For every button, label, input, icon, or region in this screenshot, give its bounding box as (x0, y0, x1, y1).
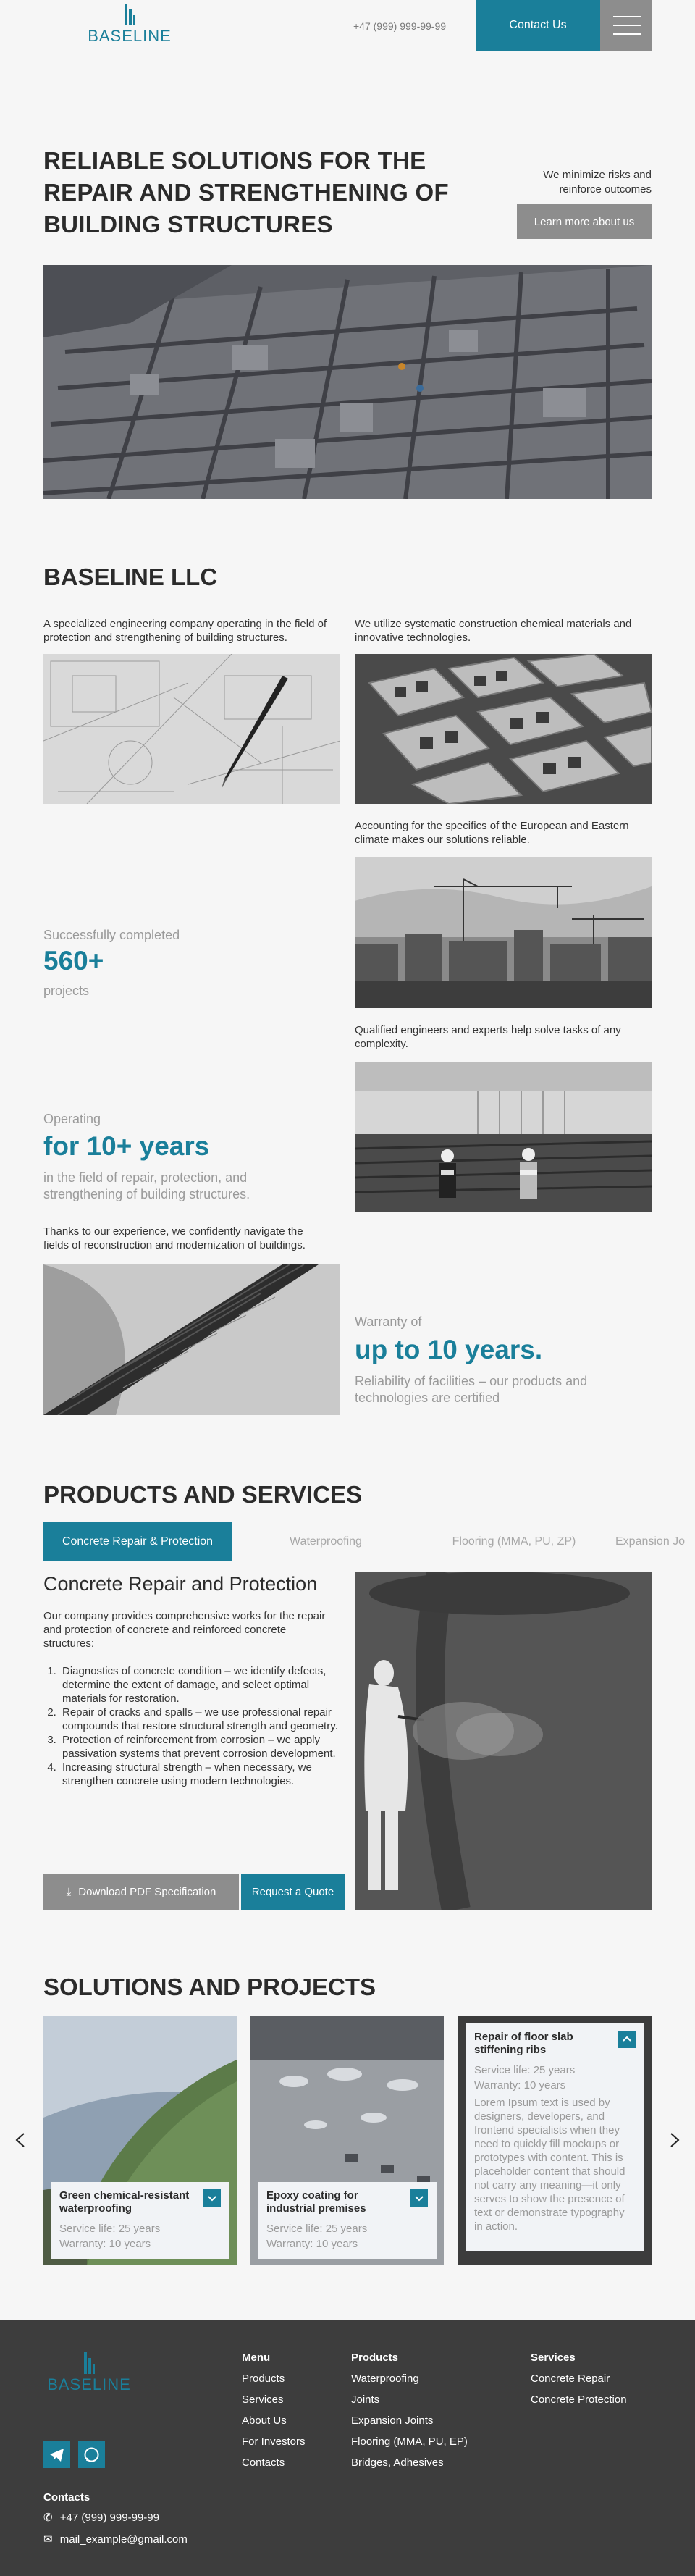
hero-title-line: REPAIR AND STRENGTHENING OF (43, 179, 449, 206)
hero-title-line: BUILDING STRUCTURES (43, 211, 333, 238)
hero-note-line: We minimize risks and (543, 169, 652, 181)
text-line: We utilize systematic construction chemical materials and (355, 618, 632, 630)
footer-email[interactable] (43, 2533, 188, 2546)
tab-waterproofing[interactable]: Waterproofing (290, 1535, 362, 1548)
footer-logo-text: BASELINE (47, 2375, 131, 2394)
mail-icon: ✉ (43, 2533, 53, 2546)
footer-products-heading: Products (351, 2351, 399, 2364)
footer-service-repair[interactable]: Concrete Repair (531, 2372, 610, 2385)
hero-title (43, 145, 449, 240)
company-title: BASELINE LLC (43, 563, 218, 590)
engineers-photo (355, 1062, 652, 1212)
project-card-info (258, 2182, 437, 2259)
footer-service-protection[interactable]: Concrete Protection (531, 2394, 627, 2406)
download-pdf-label: Download PDF Specification (78, 1885, 216, 1898)
product-feature-list (43, 1664, 345, 1788)
chevron-up-icon[interactable] (618, 2031, 636, 2048)
hero-title-line: RELIABLE SOLUTIONS FOR THE (43, 147, 426, 174)
text-line: technologies are certified (355, 1390, 500, 1405)
text-line: climate makes our solutions reliable. (355, 834, 530, 846)
text-line: Our company provides comprehensive works for the repair (43, 1610, 326, 1622)
tab-concrete-repair[interactable]: Concrete Repair & Protection (43, 1522, 232, 1561)
footer-email-text: mail_example@gmail.com (59, 2533, 188, 2546)
tab-expansion-joints[interactable]: Expansion Jo (615, 1535, 686, 1548)
logo-mark-icon (84, 2352, 94, 2374)
project-card-expanded[interactable] (458, 2016, 652, 2265)
text-line: Qualified engineers and experts help solve tasks of any (355, 1024, 621, 1036)
concrete-blocks-photo (355, 654, 652, 804)
text-line: protection and strengthening of building structures. (43, 632, 287, 644)
footer-menu-products[interactable]: Products (242, 2372, 285, 2385)
list-item: 2. Repair of cracks and spalls – we use professional repair compounds that restore structural strength and geometry. (59, 1706, 345, 1733)
stat-warranty-label: Warranty of (355, 1314, 422, 1329)
whatsapp-icon[interactable] (78, 2441, 105, 2468)
list-item: 3. Protection of reinforcement from corrosion – we apply passivation systems that prevent corrosion development. (59, 1733, 345, 1761)
footer-menu-contacts[interactable]: Contacts (242, 2457, 285, 2469)
solutions-title: SOLUTIONS AND PROJECTS (43, 1973, 376, 2000)
text-line: Accounting for the specifics of the European and Eastern (355, 820, 629, 832)
chevron-down-icon[interactable] (203, 2189, 221, 2207)
logo[interactable] (84, 4, 175, 46)
stat-operating-value: for 10+ years (43, 1131, 210, 1161)
stat-projects-sub: projects (43, 983, 90, 998)
stat-projects-label: Successfully completed (43, 928, 180, 942)
text-line: strengthening of building structures. (43, 1187, 250, 1201)
footer-product-expansion-joints[interactable]: Expansion Joints (351, 2415, 434, 2427)
contact-us-button[interactable]: Contact Us (476, 0, 600, 51)
footer-menu-about[interactable]: About Us (242, 2415, 287, 2427)
experts-text (355, 1023, 659, 1051)
download-icon: ⤓ (66, 1885, 72, 1898)
footer-product-bridges[interactable]: Bridges, Adhesives (351, 2457, 444, 2469)
stat-operating-sub (43, 1170, 250, 1203)
footer-menu-investors[interactable]: For Investors (242, 2436, 306, 2448)
list-item: 4. Increasing structural strength – when necessary, we strengthen concrete using modern technologies. (59, 1761, 345, 1788)
product-intro (43, 1609, 348, 1650)
text-line: A specialized engineering company operating in the field of (43, 618, 327, 630)
telegram-icon[interactable] (43, 2441, 70, 2468)
stat-warranty-sub (355, 1373, 587, 1406)
card-title: Green chemical-resistant waterproofing (59, 2189, 190, 2215)
stat-projects-value: 560+ (43, 946, 104, 976)
hero-note (492, 168, 652, 197)
hero-construction-photo (43, 265, 652, 499)
experience-text (43, 1225, 348, 1252)
card-service-life: Service life: 25 years (59, 2223, 161, 2235)
card-service-life: Service life: 25 years (266, 2223, 368, 2235)
products-title: PRODUCTS AND SERVICES (43, 1481, 363, 1508)
hero-note-line: reinforce outcomes (559, 183, 652, 196)
card-title: Repair of floor slab stiffening ribs (474, 2031, 573, 2056)
chevron-down-icon[interactable] (410, 2189, 428, 2207)
text-line: innovative technologies. (355, 632, 471, 644)
header-phone[interactable]: +47 (999) 999-99-99 (353, 20, 447, 32)
card-title: Epoxy coating for industrial premises (266, 2189, 366, 2215)
footer-services-heading: Services (531, 2351, 576, 2364)
footer-menu-services[interactable]: Services (242, 2394, 284, 2406)
card-service-life: Service life: 25 years (474, 2064, 576, 2076)
text-line: Reliability of facilities – our products and (355, 1374, 588, 1388)
phone-icon: ✆ (43, 2512, 53, 2524)
text-line: fields of reconstruction and modernization of buildings. (43, 1239, 306, 1251)
stat-warranty-value: up to 10 years. (355, 1335, 543, 1364)
company-intro-left (43, 617, 348, 645)
download-pdf-button[interactable] (43, 1874, 239, 1910)
footer-product-flooring[interactable]: Flooring (MMA, PU, EP) (351, 2436, 468, 2448)
footer-product-joints[interactable]: Joints (351, 2394, 380, 2406)
climate-text (355, 819, 659, 847)
project-card[interactable] (250, 2016, 444, 2265)
request-quote-button[interactable]: Request a Quote (241, 1874, 345, 1910)
steel-structure-photo (43, 1264, 340, 1415)
carousel-prev-icon[interactable] (13, 2132, 29, 2148)
card-warranty: Warranty: 10 years (266, 2238, 358, 2250)
carousel-next-icon[interactable] (666, 2132, 682, 2148)
text-line: complexity. (355, 1038, 408, 1050)
card-warranty: Warranty: 10 years (474, 2079, 566, 2092)
text-line: Thanks to our experience, we confidently navigate the (43, 1225, 303, 1238)
project-card-info (51, 2182, 229, 2259)
project-card[interactable] (43, 2016, 237, 2265)
product-heading: Concrete Repair and Protection (43, 1573, 318, 1595)
footer-menu-heading: Menu (242, 2351, 271, 2364)
logo-mark-icon (125, 4, 135, 25)
project-card-info (466, 2023, 644, 2251)
list-item: 1. Diagnostics of concrete condition – we identify defects, determine the extent of damage, and select optimal materials for restoration. (59, 1664, 345, 1706)
tab-flooring[interactable]: Flooring (MMA, PU, ZP) (452, 1535, 576, 1548)
footer-product-waterproofing[interactable]: Waterproofing (351, 2372, 419, 2385)
site-header (0, 0, 695, 51)
footer-phone[interactable] (43, 2511, 159, 2524)
logo-text: BASELINE (88, 27, 172, 45)
footer-logo[interactable] (43, 2352, 135, 2394)
company-intro-right (355, 617, 659, 645)
burger-menu-icon[interactable] (600, 0, 652, 51)
footer-phone-text: +47 (999) 999-99-99 (59, 2512, 159, 2524)
learn-more-button[interactable]: Learn more about us (517, 204, 652, 239)
crane-city-photo (355, 857, 652, 1008)
card-description: Lorem Ipsum text is used by designers, developers, and frontend specialists when they need to quickly fill mockups or prototypes with content. This is placeholder content that should not carry any meaning—it only serves to show the presence of text or demonstrate typography in action. (474, 2097, 626, 2233)
footer-contacts-heading: Contacts (43, 2491, 90, 2504)
card-warranty: Warranty: 10 years (59, 2238, 151, 2250)
spraying-worker-photo (355, 1572, 652, 1910)
text-line: and protection of concrete and reinforced concrete (43, 1624, 287, 1636)
text-line: in the field of repair, protection, and (43, 1170, 248, 1185)
text-line: structures: (43, 1637, 95, 1650)
stat-operating-label: Operating (43, 1112, 101, 1126)
blueprint-photo (43, 654, 340, 804)
